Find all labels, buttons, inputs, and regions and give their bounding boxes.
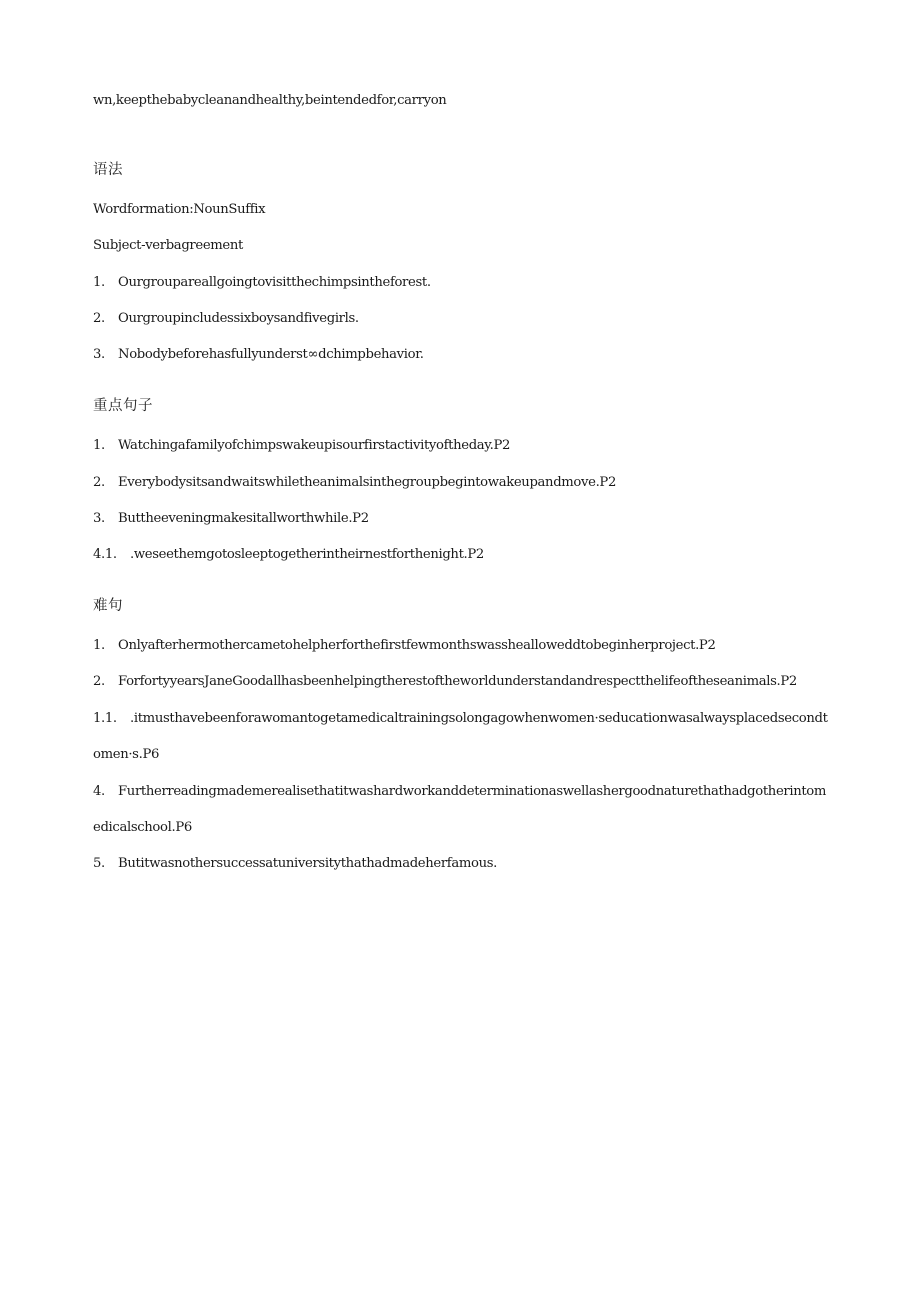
difficult-sentences-heading: 难句 bbox=[93, 598, 123, 614]
grammar-heading: 语法 bbox=[93, 162, 123, 178]
item-number: 1. bbox=[93, 275, 105, 290]
key-sentence-item bbox=[93, 546, 484, 564]
grammar-subheading-word-formation: Wordformation:NounSuffix bbox=[93, 202, 266, 217]
difficult-sentence-continuation: edicalschool.P6 bbox=[93, 820, 192, 835]
item-number: 5. bbox=[93, 856, 105, 871]
item-text: Nobodybeforehasfullyunderst∞dchimpbehavior. bbox=[118, 347, 424, 362]
item-number: 2. bbox=[93, 674, 105, 689]
intro-line: wn,keepthebabycleanandhealthy,beintendedfor,carryon bbox=[93, 93, 447, 108]
key-sentence-item bbox=[93, 437, 510, 455]
item-text: Ourgroupareallgoingtovisitthechimpsintheforest. bbox=[118, 275, 431, 290]
item-number: 4. bbox=[93, 784, 105, 799]
key-sentence-item bbox=[93, 510, 369, 528]
item-number: 1.1. bbox=[93, 711, 117, 726]
difficult-sentence-item bbox=[93, 710, 828, 728]
key-sentences-heading: 重点句子 bbox=[93, 398, 153, 414]
item-number: 3. bbox=[93, 511, 105, 526]
item-number: 2. bbox=[93, 475, 105, 490]
item-text: Everybodysitsandwaitswhiletheanimalsinthegroupbegintowakeupandmove.P2 bbox=[118, 475, 616, 490]
item-text: Watchingafamilyofchimpswakeupisourfirstactivityoftheday.P2 bbox=[118, 438, 511, 453]
difficult-sentence-continuation: omen·s.P6 bbox=[93, 747, 160, 762]
item-text: Buttheeveningmakesitallworthwhile.P2 bbox=[118, 511, 369, 526]
item-number: 1. bbox=[93, 438, 105, 453]
difficult-sentence-item bbox=[93, 673, 797, 691]
grammar-item bbox=[93, 274, 431, 292]
difficult-sentence-item bbox=[93, 783, 826, 801]
grammar-item bbox=[93, 310, 359, 328]
grammar-item bbox=[93, 346, 424, 364]
item-number: 3. bbox=[93, 347, 105, 362]
difficult-sentence-item bbox=[93, 855, 497, 873]
item-number: 2. bbox=[93, 311, 105, 326]
key-sentence-item bbox=[93, 474, 616, 492]
item-text: Furtherreadingmademerealisethatitwashardworkanddeterminationaswellashergoodnaturethathadgotherintom bbox=[118, 784, 827, 799]
item-text: Onlyafterhermothercametohelpherforthefirstfewmonthswasshealloweddtobeginherproject.P2 bbox=[118, 638, 716, 653]
item-text: ForfortyyearsJaneGoodallhasbeenhelpingtherestoftheworldunderstandandrespectthelifeoftheseanimals.P2 bbox=[118, 674, 797, 689]
difficult-sentence-item bbox=[93, 637, 716, 655]
item-number: 1. bbox=[93, 638, 105, 653]
item-text: Butitwasnothersuccessatuniversitythathadmadeherfamous. bbox=[118, 856, 497, 871]
item-text: .itmusthavebeenforawomantogetamedicaltrainingsolongagowhenwomen·seducationwasalwaysplacedsecondt bbox=[130, 711, 828, 726]
item-text: Ourgroupincludessixboysandfivegirls. bbox=[118, 311, 359, 326]
item-text: .weseethemgotosleeptogetherintheirnestforthenight.P2 bbox=[130, 547, 484, 562]
item-number: 4.1. bbox=[93, 547, 117, 562]
grammar-subheading-agreement: Subject-verbagreement bbox=[93, 238, 243, 253]
